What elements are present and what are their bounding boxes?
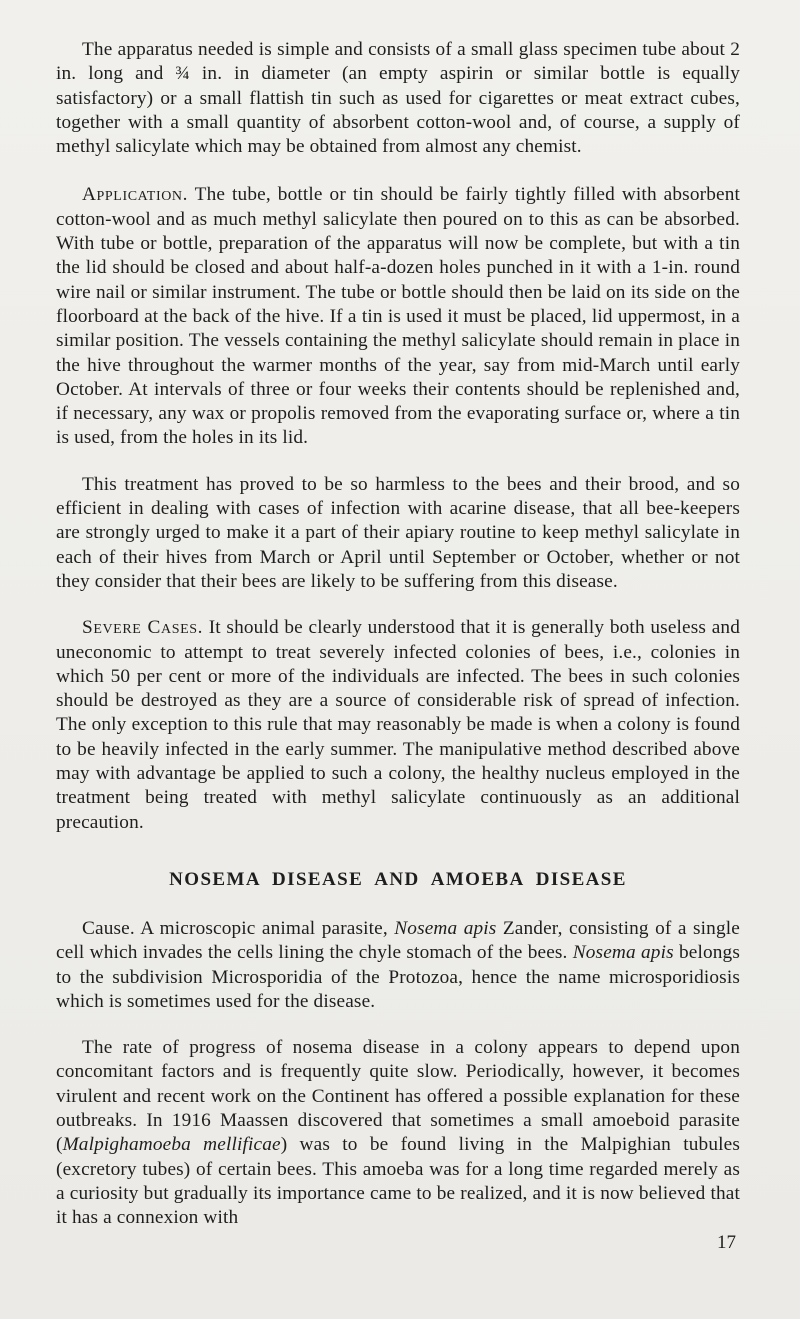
paragraph-cause bbox=[56, 917, 740, 1014]
paragraph-treatment: This treatment has proved to be so harmless to the bees and their brood, and so efficient in dealing with cases of infection with acarine disease, that all bee-keepers are strongly urged to make it a part of their apiary routine to keep methyl salicylate in each of their hives from March or April until September or October, whether or not they consider that their bees are likely to be suffering from this disease. bbox=[56, 473, 740, 592]
section-heading: NOSEMA DISEASE AND AMOEBA DISEASE bbox=[169, 868, 627, 890]
application-text: The tube, bottle or tin should be fairly tightly filled with absorbent cotton-wool and as much methyl salicylate then poured on to this as can be absorbed. With tube or bottle, preparation of the apparatus will now be complete, but with a tin the lid should be closed and about half-a-dozen holes punched in it with a 1-in. round wire nail or similar instrument. The tube or bottle should then be laid on its side on the floorboard at the back of the hive. If a tin is used it must be placed, lid uppermost, in a similar position. The vessels containing the methyl salicylate should remain in place in the hive throughout the warmer months of the year, say from mid-March until early October. At intervals of three or four weeks their contents should be replenished and, if necessary, any wax or propolis removed from the evaporating surface or, where a tin is used, from the holes in its lid. bbox=[56, 184, 740, 449]
species-name: Nosema apis bbox=[572, 942, 674, 964]
text-column bbox=[56, 38, 740, 1254]
run-in-heading-severe-cases: Severe Cases. bbox=[82, 617, 204, 639]
paragraph-apparatus: The apparatus needed is simple and consists of a small glass specimen tube about 2 in. long and ¾ in. in diameter (an empty aspirin or similar bottle is equally satisfactory) or a small flattish tin such as used for cigarettes or meat extract cubes, together with a small quantity of absorbent cotton-wool and, of course, a supply of methyl salicylate which may be obtained from almost any chemist. bbox=[56, 39, 740, 158]
species-name: Nosema apis bbox=[394, 917, 497, 939]
paragraph-application bbox=[56, 183, 740, 450]
paragraph-severe-cases bbox=[56, 616, 740, 835]
cause-text-3: belongs to the subdivision Microsporidia of the Protozoa, hence the name microsporidiosis which is sometimes used for the disease. bbox=[56, 942, 740, 1012]
rate-text-1: The rate of progress of nosema disease in a colony appears to depend upon concomitant factors and is frequently quite slow. Periodically, however, it becomes virulent and recent work on the Continent has offered a possible explanation for these outbreaks. In 1916 Maassen discovered that sometimes a small amoeboid parasite ( bbox=[56, 1037, 740, 1156]
paragraph-rate-of-progress bbox=[56, 1036, 740, 1230]
severe-cases-text: It should be clearly understood that it is generally both useless and uneconomic to attempt to treat severely infected colonies of bees, i.e., colonies in which 50 per cent or more of the individuals are infected. The bees in such colonies should be destroyed as they are a source of considerable risk of spread of infection. The only exception to this rule that may reasonably be made is when a colony is found to be heavily infected in the early summer. The manipulative method described above may with advantage be applied to such a colony, the healthy nucleus employed in the treatment being treated with methyl salicylate continuously as an additional precaution. bbox=[56, 617, 740, 833]
species-name: Malpighamoeba mellificae bbox=[62, 1134, 281, 1156]
run-in-heading-cause: Cause. bbox=[82, 917, 135, 939]
cause-text-2: Zander, consisting of a single cell which invades the cells lining the chyle stomach of the bees. bbox=[56, 917, 740, 964]
run-in-heading-application: Application. bbox=[82, 184, 189, 206]
page-number: 17 bbox=[717, 1232, 736, 1254]
rate-text-2: ) was to be found living in the Malpighian tubules (excretory tubes) of certain bees. This amoeba was for a long time regarded merely as a curiosity but gradually its importance came to be realized, and it is now believed that it has a connexion with bbox=[56, 1134, 740, 1229]
cause-text-1: A microscopic animal parasite, bbox=[140, 917, 388, 939]
